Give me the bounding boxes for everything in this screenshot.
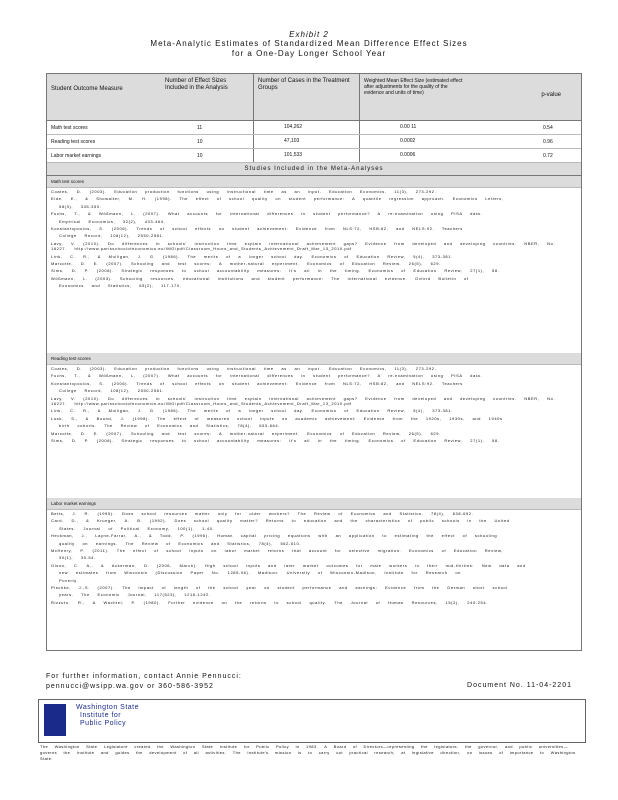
effect-cell: 0.00 11 xyxy=(359,121,473,134)
study-list xyxy=(47,510,581,650)
study-item: Sims, D. P. (2008). Strategic responses to school accountability measures: It's all in the timing. Economics of Education Review, 27(1), 58. xyxy=(51,438,500,444)
study-item: years. The Economic Journal, 117(523), 1216-1242. xyxy=(59,592,211,598)
study-item: 30(1), 39-54. xyxy=(59,555,96,561)
section-header: Labor market earnings xyxy=(47,498,581,510)
study-item: Pischke, J.-S. (2007). The impact of length of the school year on student performance and earnings: Evidence from the German short school xyxy=(51,585,508,591)
wsipp-logo-icon xyxy=(44,704,66,736)
study-item: Fuchs, T., & Wößmann, L. (2007). What accounts for international differences in student performance? A re-examination using PISA data. xyxy=(51,373,483,379)
study-item: Lavy, V. (2010). Do differences in schools' instruction time explain international achievement gaps? Evidence from developed and developing countries. NBER, No. 16227. http://www.parisschoolofeconomics.eu/IMG/pdf/Classroom_Hours_and_Students_Achievement_Draft_Mar_13_2010.pdf xyxy=(51,395,556,407)
page-subtitle: for a One-Day Longer School Year xyxy=(231,49,387,58)
study-item: Marcotte, D. E. (2007). Schooling and test scores: A mother-natural experiment. Economics of Education Review, 26(5), 629. xyxy=(51,430,441,436)
study-item: Link, C. R., & Mulligan, J. G. (1986). The merits of a longer school day. Economics of Education Review, 5(4), 373-381. xyxy=(51,408,453,414)
study-item: Fuchs, T., & Wößmann, L. (2007). What accounts for international differences in student performance? A re-examination using PISA data. xyxy=(51,211,483,217)
study-item: Card, D., & Krueger, A. B. (1992). Does school quality matter? Returns to education and the characteristics of public schools in the United xyxy=(51,518,510,524)
study-item: Poverty. xyxy=(59,577,79,583)
col-p-value: p-value xyxy=(541,92,561,98)
study-item: Coates, D. (2003). Education production functions using instructional time as an input. Education Economics, 11(3), 273-292. xyxy=(51,366,437,371)
effect-sizes-cell: 11 xyxy=(197,124,203,131)
study-item: Sims, D. P. (2008). Strategic responses to school accountability measures: It's all in the timing. Economics of Education Review, 27(1), 58. xyxy=(51,268,500,274)
study-item: Konstantopoulos, S. (2006). Trends of school effects on student achievement: Evidence from NLS:72, HSB:82, and NELS:92. Teachers xyxy=(51,380,463,386)
table-row xyxy=(47,149,581,163)
study-item: Betts, J. R. (1995). Does school resources matter only for older workers? The Review of Economics and Statistics, 78(4), 638-652. xyxy=(51,511,474,516)
col-student-outcome: Student Outcome Measure xyxy=(51,86,123,92)
effect-sizes-cell: 10 xyxy=(197,138,203,145)
table-row xyxy=(47,121,581,135)
study-item: new estimates from Wisconsin (Discussion Paper No. 1285-06). Madison: University of Wisconsin-Madison, Institute for Research on xyxy=(59,570,462,576)
study-item: McHenry, P. (2011). The effect of school inputs on labor market returns that account for selective migration. Economics of Education Review, xyxy=(51,548,503,554)
contact-line: For further information, contact Annie Pennucci: xyxy=(46,673,242,680)
study-item: Empirical Economics, 32(2), 433-464. xyxy=(59,218,166,224)
logo-line: Washington State xyxy=(76,704,139,711)
study-item: Link, C. R., & Mulligan, J. G. (1986). The merits of a longer school day. Economics of Education Review, 5(4), 373-381. xyxy=(51,253,453,259)
col-effect-sizes: Number of Effect Sizes Included in the Analysis xyxy=(165,78,228,91)
outcome-cell: Labor market earnings xyxy=(51,152,102,159)
study-item: Lusk, S., & Bound, J. (1998). The effect of measured school inputs on academic achievement: Evidence from the 1920s, 1930s, and 1940s xyxy=(51,415,503,421)
studies-header: Studies Included in the Meta-Analyses xyxy=(47,163,581,176)
study-item: Eide, E., & Showalter, M. H. (1998). The effect of school quality on student performance: A quantile regression approach. Economics Letters, xyxy=(51,196,504,202)
study-item: College Record, 108(12), 2550-2581. xyxy=(59,233,165,239)
study-item: States. Journal of Political Economy, 100(1), 1-40. xyxy=(59,525,215,531)
study-item: Economics and Statistics, 65(2), 117-170. xyxy=(59,283,182,289)
study-item: Lavy, V. (2010). Do differences in schools' instruction time explain international achievement gaps? Evidence from developed and developing countries. NBER, No. 16227. http://www.parisschoolofeconomics.eu/IMG/pdf/Classroom_Hours_and_Students_Achievement_Draft_Mar_13_2010.pdf xyxy=(51,240,556,252)
outcome-cell: Math test scores xyxy=(51,124,88,131)
study-item: Konstantopoulos, S. (2006). Trends of school effects on student achievement: Evidence from NLS:72, HSB:82, and NELS:92. Teachers xyxy=(51,226,463,232)
study-item: Olson, C. A., & Ackerman, D. (2006, March). High school inputs and later market outcomes for male workers in their mid-thirties: New data and xyxy=(51,562,526,568)
outcome-cell: Reading test scores xyxy=(51,138,96,145)
study-item: 58(3), 345-350. xyxy=(59,203,102,209)
logo-line: Public Policy xyxy=(80,720,127,727)
title-block xyxy=(0,30,618,59)
wsipp-logo-text xyxy=(76,704,139,728)
p-value-cell: 0.54 xyxy=(543,124,553,131)
cases-cell: 104,262 xyxy=(253,121,359,134)
cases-cell: 101,533 xyxy=(253,149,359,162)
p-value-cell: 0.72 xyxy=(543,152,553,159)
cases-cell: 47,103 xyxy=(253,135,359,148)
study-item: Heckman, J., Layne-Farrar, A., & Todd, P. (1996). Human capital pricing equations with an application to estimating the effect of schooling xyxy=(51,533,498,539)
study-item: College Record, 108(12), 2550-2581. xyxy=(59,388,165,394)
section-header: Math test scores xyxy=(47,176,581,188)
contact-email-phone[interactable]: pennucci@wsipp.wa.gov or 360-586-3952 xyxy=(46,683,214,690)
contact-info xyxy=(46,672,242,692)
document-number: Document No. 11-04-2201 xyxy=(467,682,572,689)
study-list xyxy=(47,365,581,498)
effect-size-table xyxy=(46,73,582,651)
effect-cell: 0.0006 xyxy=(359,149,473,162)
section-math xyxy=(47,176,581,353)
study-list xyxy=(47,188,581,353)
effect-cell: 0.0002 xyxy=(359,135,473,148)
study-item: Rizzuto, R., & Wachtel, P. (1980). Further evidence on the returns to school quality. The Journal of Human Resources, 15(2), 240-254. xyxy=(51,599,488,605)
page-title: Meta-Analytic Estimates of Standardized Mean Difference Effect Sizes xyxy=(150,39,468,48)
exhibit-label: Exhibit 2 xyxy=(289,30,329,39)
study-item: Coates, D. (2003). Education production functions using instructional time as an input. Education Economics, 11(3), 273-292. xyxy=(51,189,437,194)
section-header: Reading test scores xyxy=(47,353,581,365)
footer-description: The Washington State Legislature created the Washington State Institute for Public Policy in 1983. A Board of Directors—representing the legislature, the governor, and public universities—governs the Institute and guides the development of all activities. The Institute's mission is to carry out practical research, at legislative direction, on issues of importance to Washington State. xyxy=(40,744,576,761)
col-weighted-effect: Weighted Mean Effect Size (estimated effect after adjustments for the quality of the evidence and units of time) xyxy=(359,74,473,120)
section-reading xyxy=(47,353,581,498)
col-num-cases: Number of Cases in the Treatment Groups xyxy=(253,74,359,120)
study-item: Wößmann, L. (2003). Schooling resources, educational institutions and student performance: The international evidence. Oxford Bulletin of xyxy=(51,275,469,281)
p-value-cell: 0.96 xyxy=(543,138,553,145)
study-item: Marcotte, D. E. (2007). Schooling and test scores: A mother-natural experiment. Economics of Education Review, 26(5), 629. xyxy=(51,261,441,267)
logo-line: Institute for xyxy=(80,712,122,719)
study-item: birth cohorts. The Review of Economics and Statistics, 78(4), 653-664. xyxy=(59,423,280,429)
table-header xyxy=(47,74,581,121)
effect-sizes-cell: 10 xyxy=(197,152,203,159)
table-row xyxy=(47,135,581,149)
study-item: quality on earnings. The Review of Economics and Statistics, 78(4), 562-610. xyxy=(59,540,302,546)
section-labor xyxy=(47,498,581,650)
